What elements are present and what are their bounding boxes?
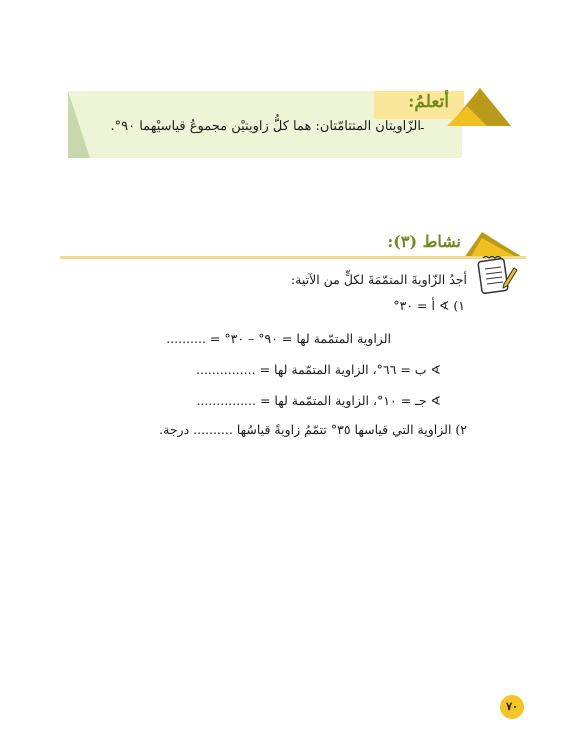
item1-angle: ١) ∢ أ = ٣٠° <box>393 298 465 313</box>
activity-title: نشاط (٣): <box>387 232 461 251</box>
learn-bullet: - <box>420 121 425 136</box>
learn-title: أتعلمُ: <box>408 92 449 112</box>
notepad-pencil-icon <box>474 254 518 298</box>
activity-divider <box>60 256 526 259</box>
item1-calculation: الزاوية المتمّمة لها = ٩٠° – ٣٠° = .......... <box>166 331 391 346</box>
activity-instruction: أجدُ الزّاويةَ المتمّمَةَ لكلٍّ من الآتية: <box>290 272 467 287</box>
page-fold-icon <box>68 91 90 158</box>
triangle-ornament-icon <box>447 86 513 128</box>
page-number: ٧٠ <box>500 695 524 719</box>
item2: ٢) الزاوية التي قياسها ٣٥° تتمّمُ زاويةً قياسُها .......... درجة. <box>159 422 467 437</box>
item-b: ∢ ب = ٦٦°، الزاوية المتمّمة لها = ............... <box>196 362 441 377</box>
learn-definition: الزّاويتان المتتامّتان: هما كلُّ زاويتيْن مجموعُ قياسيْهما ٩٠°. <box>110 119 421 134</box>
item-c: ∢ جـ = ١٠°، الزاوية المتمّمة لها = ............... <box>196 393 441 408</box>
